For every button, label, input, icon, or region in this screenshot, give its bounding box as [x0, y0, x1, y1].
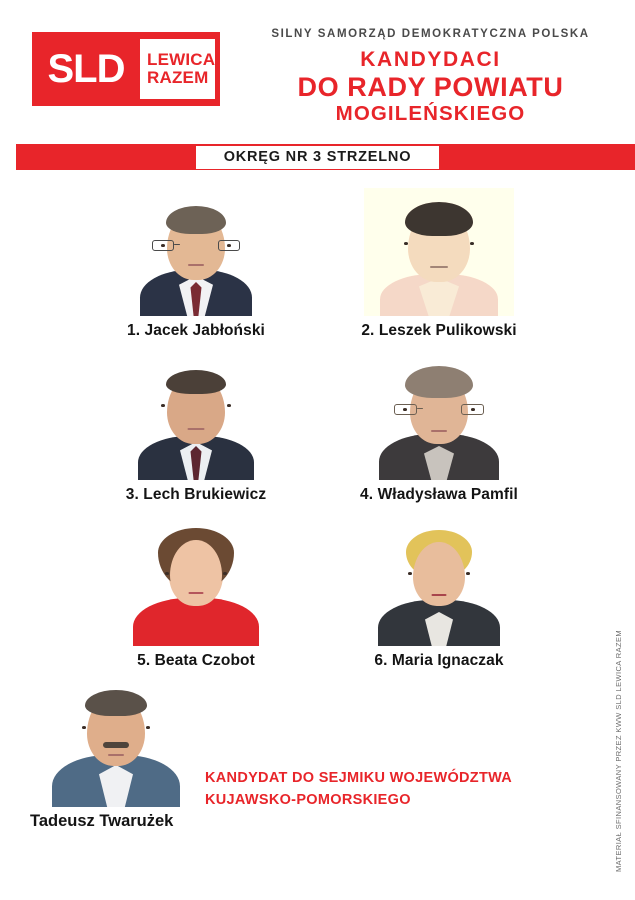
sld-logo-slogan — [140, 39, 215, 99]
candidate-row-1 — [0, 188, 635, 340]
poster-header — [0, 0, 635, 144]
candidate-photo-1 — [121, 188, 271, 316]
candidate-name-2: 2. Leszek Pulikowski — [361, 322, 517, 339]
right-margin — [0, 0, 16, 900]
candidate-row-2 — [0, 352, 635, 504]
district-band — [0, 144, 635, 170]
candidate-photo-6 — [364, 518, 514, 646]
district-band-label: OKRĘG NR 3 STRZELNO — [196, 146, 440, 169]
candidate-name-3: 3. Lech Brukiewicz — [125, 486, 267, 503]
candidate-card-3[interactable] — [99, 352, 294, 504]
candidate-row-3 — [0, 518, 635, 670]
bottom-margin — [0, 882, 635, 900]
candidate-card-5[interactable] — [99, 518, 294, 670]
sejmik-text-line2: KUJAWSKO-POMORSKIEGO — [205, 792, 411, 809]
candidate-photo-4 — [364, 352, 514, 480]
candidate-card-6[interactable] — [342, 518, 537, 670]
candidate-name-6: 6. Maria Ignaczak — [374, 652, 504, 669]
sejmik-block — [0, 672, 635, 857]
header-title-line3: MOGILEŃSKIEGO — [335, 101, 526, 125]
sld-logo-slogan-line2: RAZEM — [147, 68, 209, 87]
candidate-card-4[interactable] — [342, 352, 537, 504]
sld-logo-slogan-line1: LEWICA — [147, 49, 216, 69]
sld-logo-mark: SLD — [47, 46, 125, 91]
candidate-card-2[interactable] — [342, 188, 537, 340]
header-text-block — [240, 28, 621, 126]
candidate-grid — [0, 170, 635, 670]
candidate-photo-5 — [121, 518, 271, 646]
funding-disclaimer: MATERIAŁ SFINANSOWANY PRZEZ KWW SLD LEWICA RAZEM — [614, 629, 623, 872]
sejmik-candidate-name: Tadeusz Twarużek — [30, 812, 174, 830]
candidate-name-4: 4. Władysława Pamfil — [360, 486, 518, 503]
header-tagline: SILNY SAMORZĄD DEMOKRATYCZNA POLSKA — [271, 28, 590, 40]
sejmik-candidate-photo — [42, 672, 190, 807]
candidate-name-1: 1. Jacek Jabłoński — [127, 322, 265, 339]
candidate-name-5: 5. Beata Czobot — [137, 652, 255, 669]
candidate-card-1[interactable] — [99, 188, 294, 340]
sejmik-text-line1: KANDYDAT DO SEJMIKU WOJEWÓDZTWA — [205, 770, 513, 786]
header-title-line1: KANDYDACI — [360, 48, 501, 71]
header-title-line2: DO RADY POWIATU — [297, 71, 564, 102]
sejmik-text-block — [205, 767, 512, 812]
candidate-photo-3 — [121, 352, 271, 480]
sld-logo — [32, 32, 220, 106]
candidate-photo-2 — [364, 188, 514, 316]
